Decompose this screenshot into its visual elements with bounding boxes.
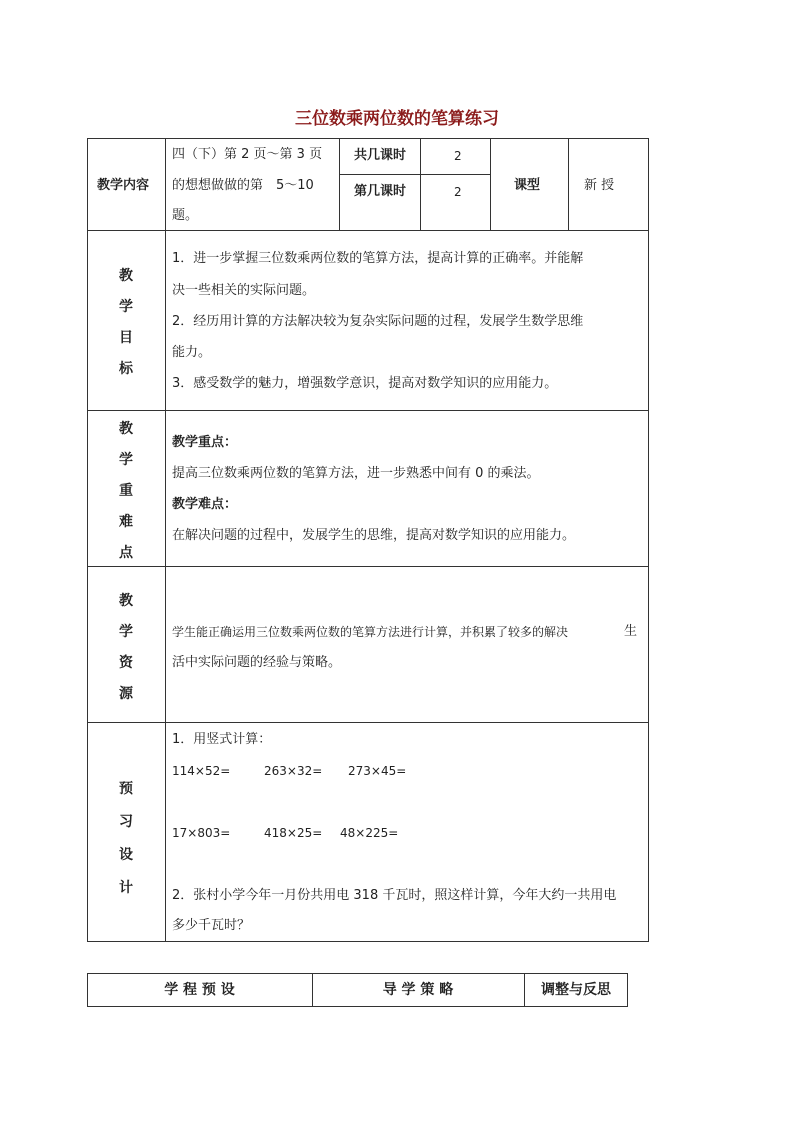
content-text-line: 题。: [172, 208, 199, 223]
resources-text-end: 生: [624, 624, 638, 639]
total-periods-label: 共几课时: [354, 148, 407, 163]
total-periods-value: 2: [454, 149, 462, 163]
goal-line: 1．进一步掌握三位数乘两位数的笔算方法，提高计算的正确率。并能解: [172, 251, 584, 266]
resources-label: 教 学 资 源: [119, 593, 133, 702]
preview-item: 2．张村小学今年一月份共用电 318 千瓦时，照这样计算，今年大约一共用电: [172, 888, 617, 903]
page-title: 三位数乘两位数的笔算练习: [295, 109, 499, 129]
process-col-plan: 学 程 预 设: [164, 982, 235, 998]
process-col-strategy: 导 学 策 略: [382, 982, 454, 998]
exercise: 114×52=: [172, 764, 231, 778]
current-period-value: 2: [454, 185, 462, 199]
difficult-point-text: 在解决问题的过程中，发展学生的思维，提高对数学知识的应用能力。: [172, 528, 576, 543]
goals-label: 教 学 目 标: [119, 268, 133, 377]
process-col-reflection: 调整与反思: [541, 982, 611, 998]
goal-line: 决一些相关的实际问题。: [172, 283, 316, 298]
key-point-text: 提高三位数乘两位数的笔算方法，进一步熟悉中间有 0 的乘法。: [172, 466, 540, 481]
goal-line: 能力。: [172, 345, 212, 360]
resources-text: 活中实际问题的经验与策略。: [172, 655, 342, 670]
preview-item: 1．用竖式计算：: [172, 732, 272, 747]
current-period-label: 第几课时: [354, 184, 407, 199]
goal-line: 3．感受数学的魅力，增强数学意识，提高对数学知识的应用能力。: [172, 376, 558, 391]
exercise: 48×225=: [340, 826, 399, 840]
content-text-line: 四（下）第 2 页～第 3 页: [172, 147, 323, 162]
difficult-point-title: 教学难点：: [172, 497, 238, 512]
preview-item: 多少千瓦时？: [172, 918, 251, 933]
goal-line: 2．经历用计算的方法解决较为复杂实际问题的过程，发展学生数学思维: [172, 314, 584, 329]
exercise: 418×25=: [264, 826, 323, 840]
exercise: 17×803=: [172, 826, 231, 840]
content-label: 教学内容: [97, 178, 150, 193]
key-point-title: 教学重点：: [172, 435, 238, 450]
lesson-type-label: 课型: [514, 178, 541, 193]
resources-text: 学生能正确运用三位数乘两位数的笔算方法进行计算，并积累了较多的解决: [172, 625, 569, 639]
exercise: 263×32=: [264, 764, 323, 778]
exercise: 273×45=: [348, 764, 407, 778]
content-text-line: 的想想做做的第 5～10: [172, 178, 314, 193]
preview-label: 预 习 设 计: [119, 781, 133, 896]
key-points-label: 教 学 重 难 点: [119, 421, 133, 561]
lesson-type-value: 新 授: [584, 178, 615, 193]
